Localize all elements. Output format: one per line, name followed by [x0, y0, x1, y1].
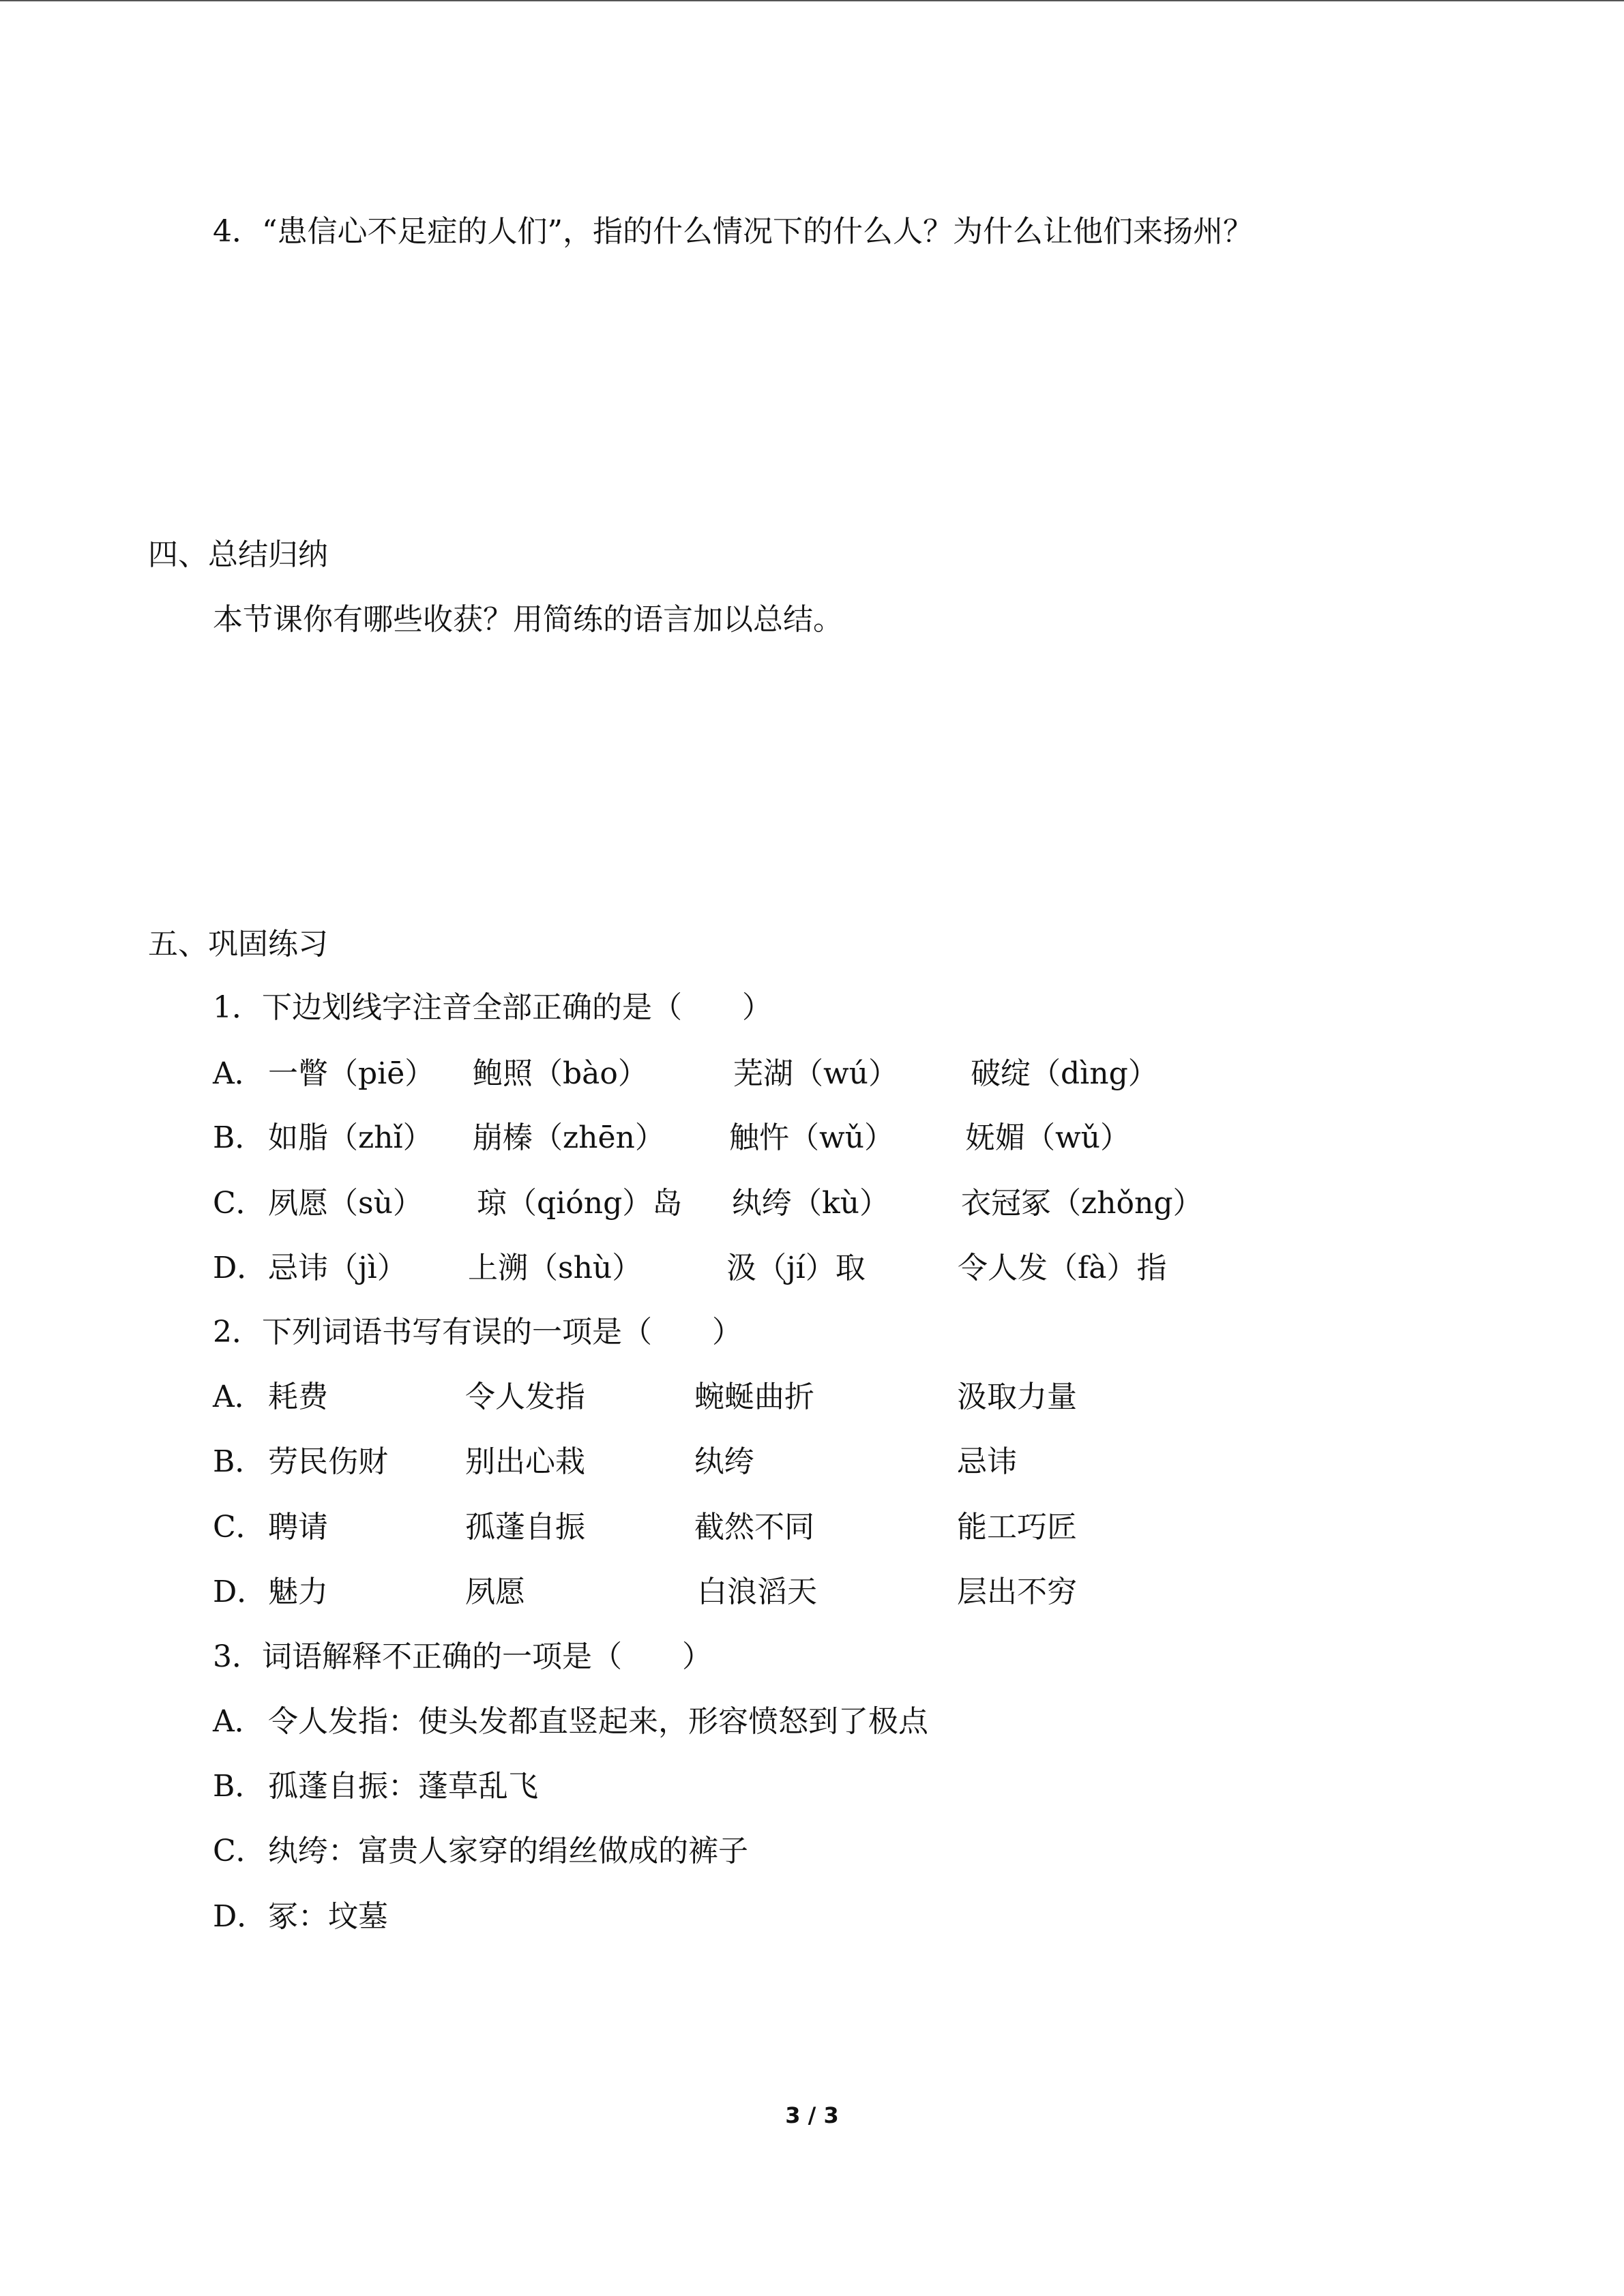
question-2-stem: 2．下列词语书写有误的一项是（ ）	[213, 1315, 742, 1350]
option-letter: D．	[213, 1251, 267, 1285]
question-3-stem: 3．词语解释不正确的一项是（ ）	[213, 1639, 712, 1674]
q1-option-b	[0, 1118, 1624, 1159]
option-item: 汲取力量	[957, 1380, 1077, 1414]
option-letter: C．	[213, 1834, 266, 1868]
option-item: 聘请	[268, 1510, 328, 1545]
q1-option-d	[0, 1248, 1624, 1289]
option-item: 衣冠冢（zhǒng）	[961, 1186, 1203, 1221]
section-4-heading: 四、总结归纳	[148, 537, 328, 572]
option-item: 能工巧匠	[957, 1510, 1077, 1545]
option-letter: D．	[213, 1575, 267, 1609]
q2-option-c	[0, 1507, 1624, 1548]
question-1-stem: 1．下边划线字注音全部正确的是（ ）	[213, 990, 772, 1025]
option-item: 芜湖（wú）	[733, 1056, 898, 1091]
q1-option-c	[0, 1183, 1624, 1224]
option-item: 魅力	[268, 1575, 328, 1609]
question-4: 4．“患信心不足症的人们”，指的什么情况下的什么人？为什么让他们来扬州？	[213, 214, 1253, 249]
q3-option-d	[0, 1896, 1624, 1937]
option-item: 令人发（fà）指	[958, 1251, 1167, 1285]
option-item: 汲（jí）取	[726, 1251, 866, 1285]
option-letter: C．	[213, 1510, 266, 1545]
option-letter: A．	[213, 1380, 265, 1414]
option-item: 夙愿	[465, 1575, 525, 1609]
option-text: 冢：坟墓	[268, 1899, 388, 1934]
q3-option-a	[0, 1701, 1624, 1742]
option-item: 耗费	[268, 1380, 328, 1414]
option-letter: C．	[213, 1186, 266, 1221]
option-item: 别出心栽	[465, 1444, 585, 1479]
option-letter: A．	[213, 1704, 265, 1739]
option-item: 崩榛（zhēn）	[473, 1120, 665, 1155]
option-item: 破绽（dìng）	[971, 1056, 1158, 1091]
section-4-prompt: 本节课你有哪些收获？用简练的语言加以总结。	[213, 602, 843, 637]
option-item: 忌讳	[957, 1444, 1017, 1479]
option-letter: A．	[213, 1056, 265, 1091]
option-item: 蜿蜒曲折	[694, 1380, 814, 1414]
option-item: 劳民伤财	[268, 1444, 388, 1479]
option-text: 纨绔：富贵人家穿的绢丝做成的裤子	[268, 1834, 748, 1868]
option-item: 夙愿（sù）	[268, 1186, 423, 1221]
page-number: 3 / 3	[785, 2102, 839, 2128]
option-letter: D．	[213, 1899, 267, 1934]
option-item: 触忤（wǔ）	[729, 1120, 894, 1155]
option-item: 孤蓬自振	[465, 1510, 585, 1545]
option-letter: B．	[213, 1444, 265, 1479]
option-item: 纨绔（kù）	[732, 1186, 889, 1221]
q3-option-b	[0, 1766, 1624, 1807]
section-5-heading: 五、巩固练习	[148, 927, 328, 961]
option-text: 令人发指：使头发都直竖起来，形容愤怒到了极点	[268, 1704, 928, 1739]
option-item: 妩媚（wǔ）	[965, 1120, 1130, 1155]
q1-option-a	[0, 1054, 1624, 1094]
q2-option-d	[0, 1572, 1624, 1613]
option-item: 纨绔	[694, 1444, 754, 1479]
option-letter: B．	[213, 1120, 265, 1155]
option-item: 令人发指	[465, 1380, 585, 1414]
option-text: 孤蓬自振：蓬草乱飞	[268, 1769, 538, 1804]
option-item: 鲍照（bào）	[473, 1056, 648, 1091]
option-item: 如脂（zhǐ）	[268, 1120, 433, 1155]
option-item: 一瞥（piē）	[268, 1056, 435, 1091]
option-item: 忌讳（jì）	[268, 1251, 407, 1285]
option-letter: B．	[213, 1769, 265, 1804]
option-item: 层出不穷	[957, 1575, 1077, 1609]
q3-option-c	[0, 1831, 1624, 1872]
option-item: 琼（qióng）岛	[477, 1186, 683, 1221]
option-item: 截然不同	[694, 1510, 814, 1545]
q2-option-b	[0, 1442, 1624, 1482]
q2-option-a	[0, 1377, 1624, 1418]
option-item: 白浪滔天	[697, 1575, 817, 1609]
option-item: 上溯（shù）	[468, 1251, 643, 1285]
